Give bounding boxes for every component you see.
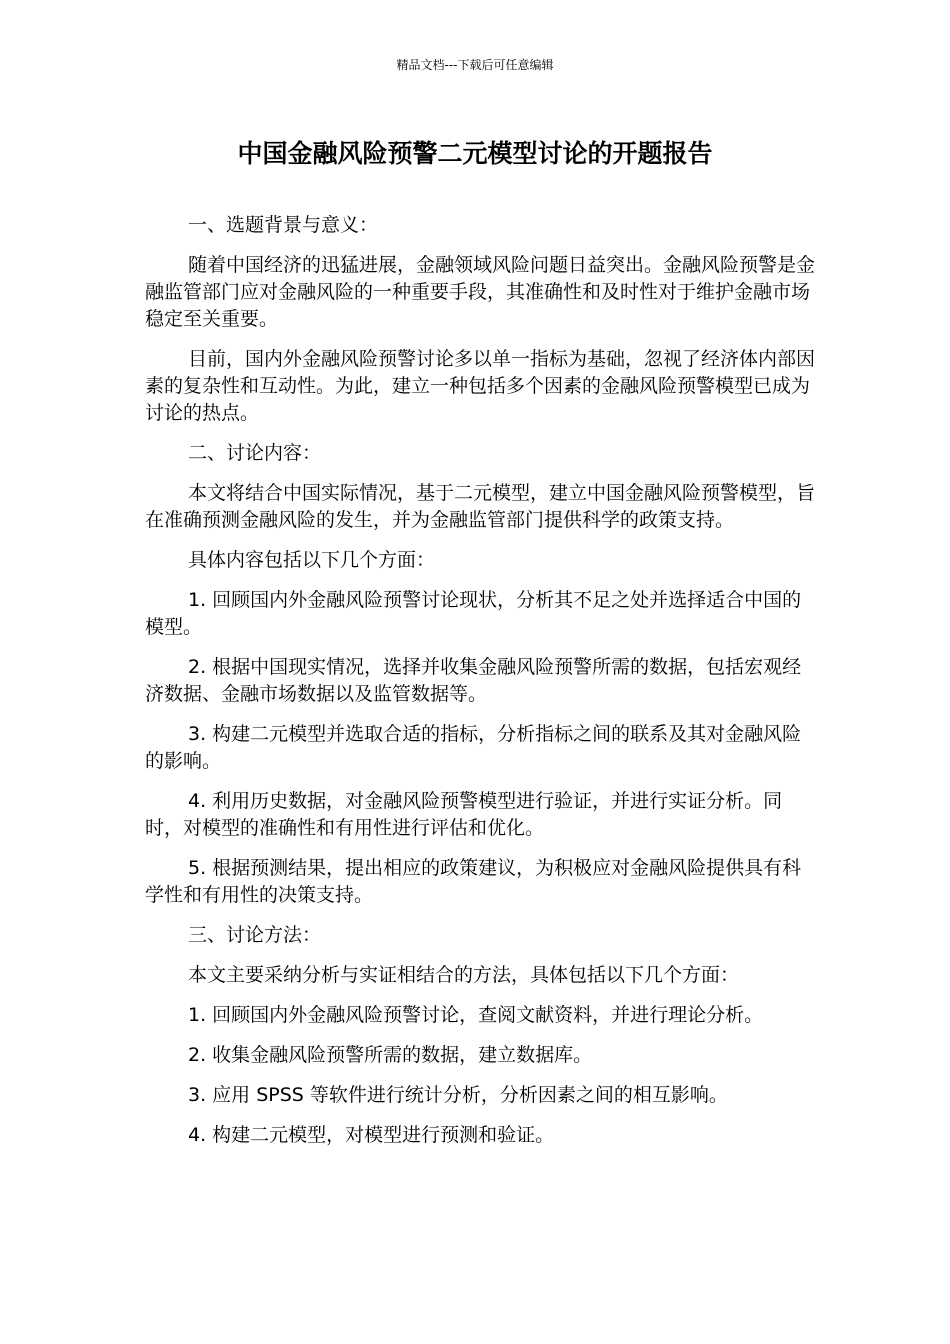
paragraph-content-intro: 本文将结合中国实际情况，基于二元模型，建立中国金融风险预警模型，旨在准确预测金融风险的发生，并为金融监管部门提供科学的政策支持。 (145, 482, 816, 531)
paragraph-method-lead: 本文主要采纳分析与实证相结合的方法，具体包括以下几个方面： (188, 964, 740, 986)
method-list-item-2: 2. 收集金融风险预警所需的数据，建立数据库。 (188, 1044, 593, 1066)
content-list-item-3: 3. 构建二元模型并选取合适的指标，分析指标之间的联系及其对金融风险的影响。 (145, 723, 802, 772)
document-body (145, 212, 815, 1162)
section-heading-background: 一、选题背景与意义： (188, 214, 379, 236)
paragraph-background-2: 目前，国内外金融风险预警讨论多以单一指标为基础，忽视了经济体内部因素的复杂性和互动性。为此，建立一种包括多个因素的金融风险预警模型已成为讨论的热点。 (145, 348, 816, 424)
header-note: 精品文档---下载后可任意编辑 (396, 58, 554, 72)
content-list-item-1: 1. 回顾国内外金融风险预警讨论现状，分析其不足之处并选择适合中国的模型。 (145, 589, 802, 638)
content-list-item-4: 4. 利用历史数据，对金融风险预警模型进行验证，并进行实证分析。同时，对模型的准确性和有用性进行评估和优化。 (145, 790, 783, 839)
paragraph-background-1: 随着中国经济的迅猛进展，金融领域风险问题日益突出。金融风险预警是金融监管部门应对金融风险的一种重要手段，其准确性和及时性对于维护金融市场稳定至关重要。 (145, 254, 816, 330)
content-list-item-2: 2. 根据中国现实情况，选择并收集金融风险预警所需的数据，包括宏观经济数据、金融市场数据以及监管数据等。 (145, 656, 802, 705)
document-title: 中国金融风险预警二元模型讨论的开题报告 (237, 139, 713, 168)
method-list-item-3: 3. 应用 SPSS 等软件进行统计分析，分析因素之间的相互影响。 (188, 1084, 728, 1106)
section-heading-method: 三、讨论方法： (188, 924, 322, 946)
method-list-item-1: 1. 回顾国内外金融风险预警讨论，查阅文献资料，并进行理论分析。 (188, 1004, 764, 1026)
method-list-item-4: 4. 构建二元模型，对模型进行预测和验证。 (188, 1124, 555, 1146)
content-list-item-5: 5. 根据预测结果，提出相应的政策建议，为积极应对金融风险提供具有科学性和有用性的决策支持。 (145, 857, 802, 906)
section-heading-content: 二、讨论内容： (188, 442, 322, 464)
paragraph-content-lead: 具体内容包括以下几个方面： (188, 549, 436, 571)
